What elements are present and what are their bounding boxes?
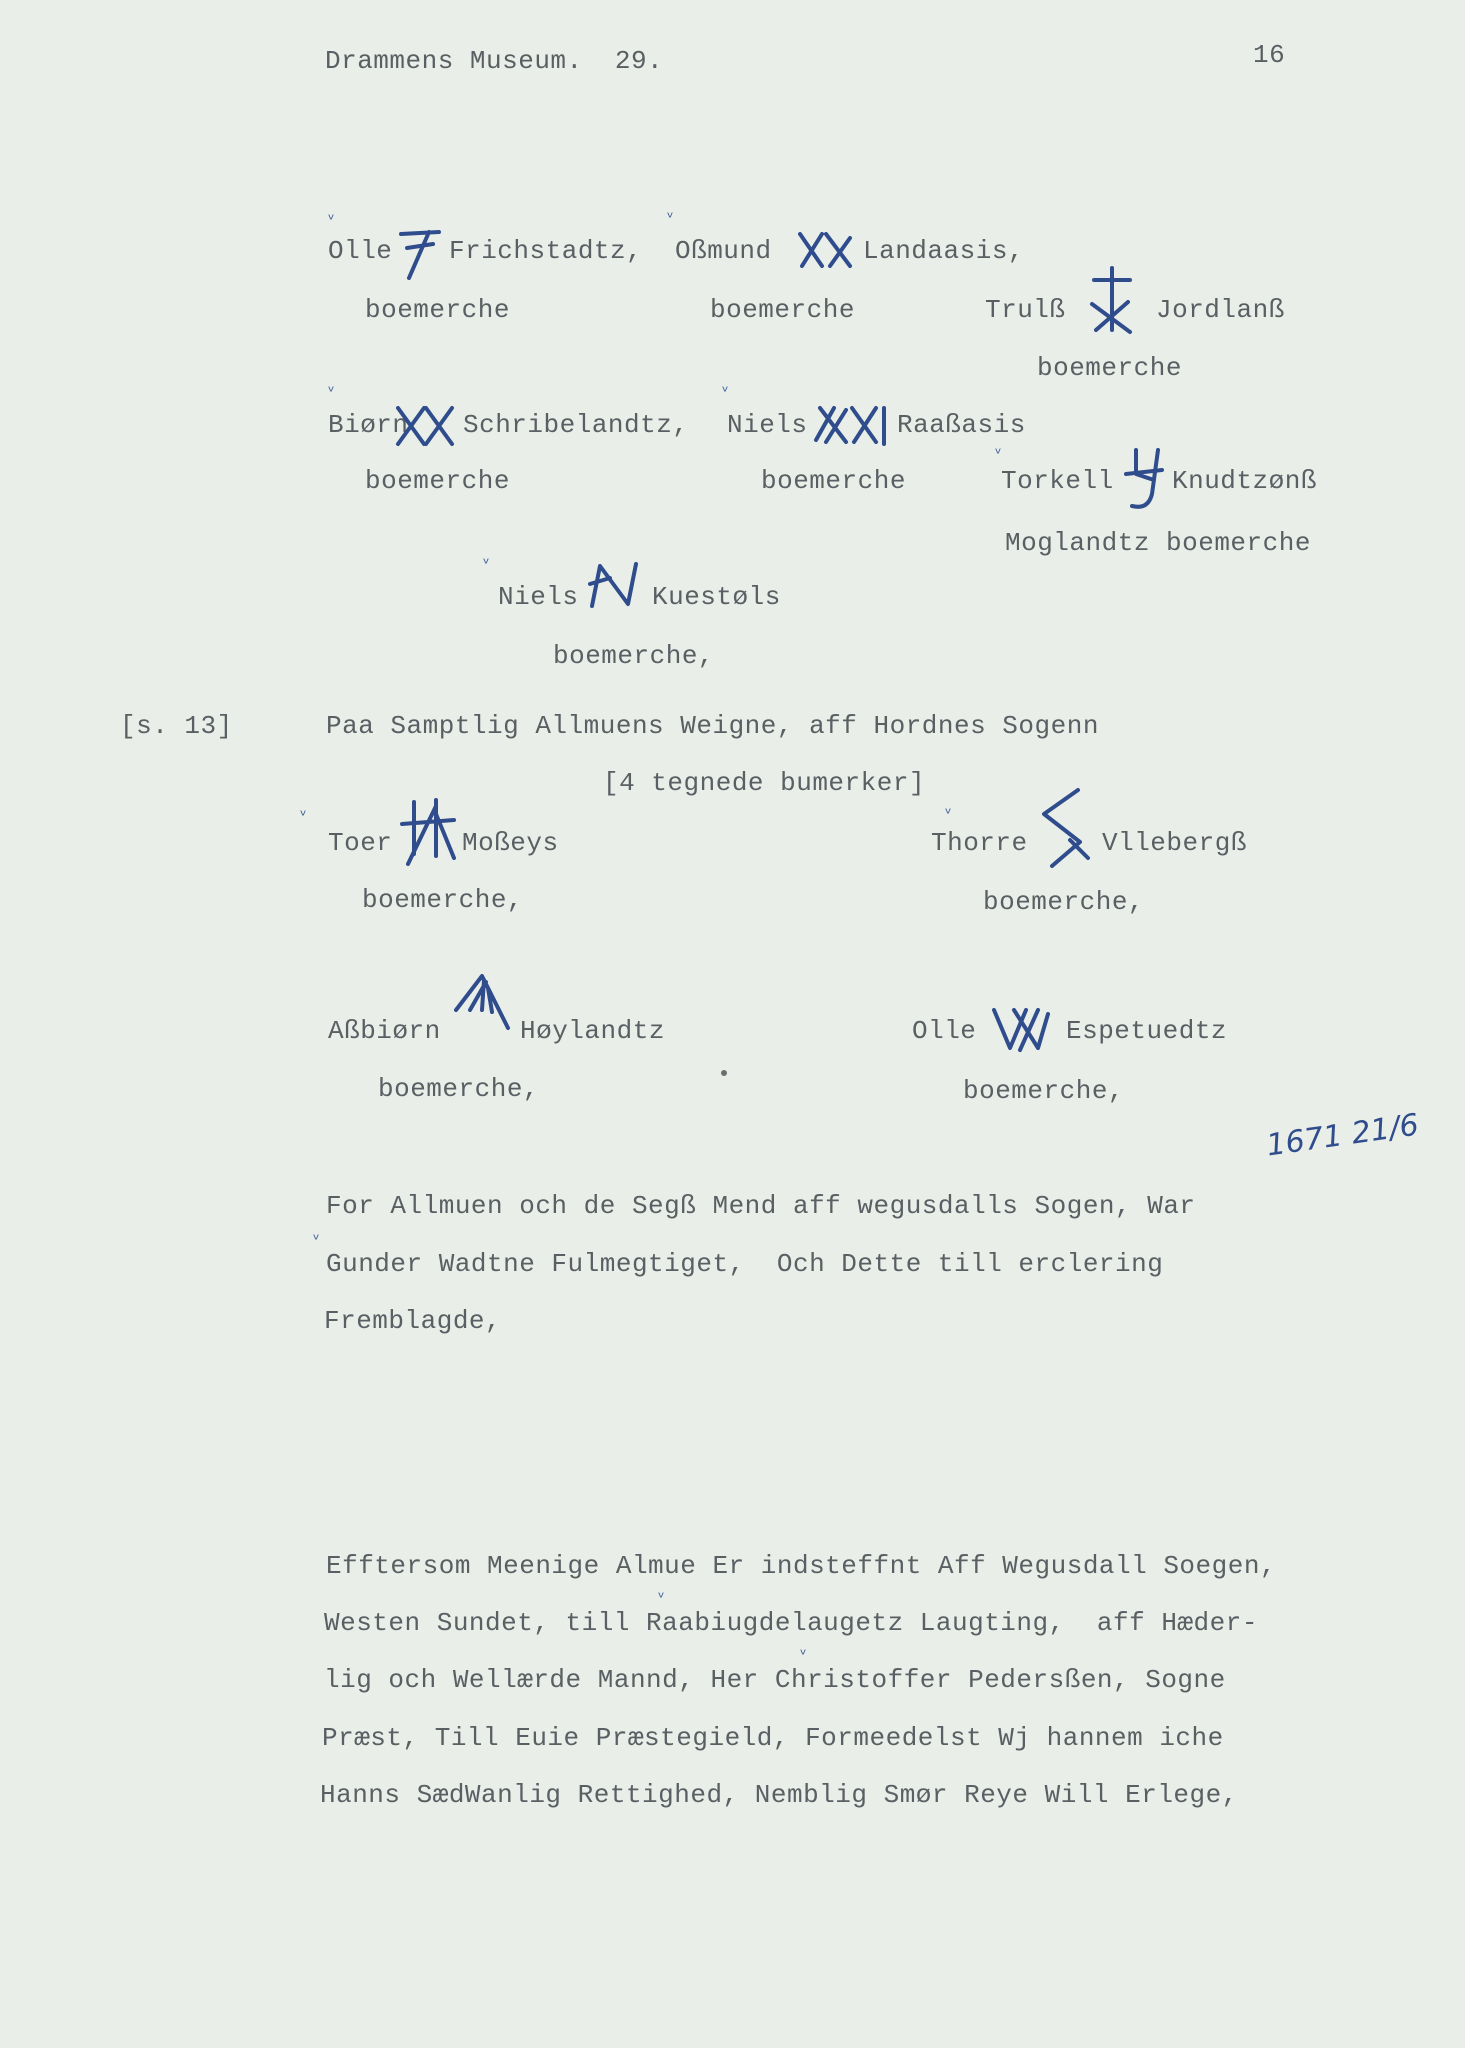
tick-mark: ᵛ: [313, 1230, 320, 1249]
signer-name: Olle: [328, 236, 393, 266]
house-mark-icon: [586, 560, 652, 617]
marginal-page-reference: [s. 13]: [120, 711, 233, 741]
tick-mark: ᵛ: [945, 804, 952, 823]
signer-name: Thorre: [931, 828, 1028, 858]
house-mark-icon: [394, 404, 458, 453]
tick-mark: ᵛ: [328, 210, 335, 229]
signer-name: Biørn: [328, 410, 409, 440]
signer-place: Landaasis,: [863, 236, 1025, 266]
page-number: 16: [1253, 40, 1286, 70]
tick-mark: ᵛ: [328, 382, 335, 401]
signer-name: Toer: [328, 828, 393, 858]
text-line: Westen Sundet, till Raabiugdelaugetz Laugting, aff Hæder-: [324, 1608, 1258, 1638]
mark-caption: boemerche,: [983, 887, 1145, 917]
signer-place: Espetuedtz: [1066, 1016, 1228, 1046]
signer-name: Niels: [727, 410, 808, 440]
text-line: Hanns SædWanlig Rettighed, Nemblig Smør Reye Will Erlege,: [320, 1780, 1238, 1810]
signer-place: Jordlanß: [1156, 295, 1285, 325]
tick-mark: ᵛ: [483, 554, 490, 573]
mark-caption: boemerche: [710, 295, 855, 325]
signer-name: Aßbiørn: [328, 1016, 441, 1046]
tick-mark: ᵛ: [667, 208, 674, 227]
signer-place: Schribelandtz,: [463, 410, 689, 440]
signer-name: Niels: [498, 582, 579, 612]
editorial-note: [4 tegnede bumerker]: [603, 768, 926, 798]
mark-caption: boemerche: [761, 466, 906, 496]
mark-caption: boemerche: [365, 466, 510, 496]
tick-mark: ᵛ: [722, 382, 729, 401]
ink-dot: [721, 1070, 727, 1076]
text-line: Fremblagde,: [324, 1306, 502, 1336]
tick-mark: ᵛ: [995, 444, 1002, 463]
mark-caption: boemerche,: [378, 1074, 540, 1104]
mark-caption: boemerche,: [553, 641, 715, 671]
text-line: Efftersom Meenige Almue Er indsteffnt Aff Wegusdall Soegen,: [326, 1551, 1277, 1581]
signer-place: Kuestøls: [652, 582, 781, 612]
house-mark-icon: [1082, 264, 1142, 341]
tick-mark: ᵛ: [300, 806, 307, 825]
text-line: For Allmuen och de Segß Mend aff wegusdalls Sogen, War: [326, 1191, 1196, 1221]
mark-caption: boemerche: [365, 295, 510, 325]
text-line: Gunder Wadtne Fulmegtiget, Och Dette till erclering: [326, 1249, 1164, 1279]
mark-caption: Moglandtz boemerche: [1005, 528, 1311, 558]
house-mark-icon: [812, 402, 892, 453]
house-mark-icon: [396, 794, 460, 875]
running-title: Drammens Museum. 29.: [325, 46, 664, 76]
handwritten-date: 1671 21/6: [1264, 1107, 1421, 1164]
signer-place: Frichstadtz,: [449, 236, 643, 266]
house-mark-icon: [1036, 784, 1096, 873]
house-mark-icon: [395, 224, 445, 287]
mark-caption: boemerche,: [963, 1076, 1125, 1106]
signer-name: Olle: [912, 1016, 977, 1046]
tick-mark: ᵛ: [800, 1645, 807, 1664]
text-line: Paa Samptlig Allmuens Weigne, aff Hordnes Sogenn: [326, 711, 1099, 741]
text-line: lig och Wellærde Mannd, Her Christoffer Pedersßen, Sogne: [324, 1665, 1226, 1695]
house-mark-icon: [796, 228, 856, 277]
signer-name: Oßmund: [675, 236, 772, 266]
signer-place: Moßeys: [462, 828, 559, 858]
tick-mark: ᵛ: [658, 1588, 665, 1607]
signer-place: Knudtzønß: [1172, 466, 1317, 496]
mark-caption: boemerche,: [362, 885, 524, 915]
house-mark-icon: [990, 1004, 1054, 1059]
house-mark-icon: [1122, 444, 1172, 521]
text-line: Præst, Till Euie Præstegield, Formeedelst Wj hannem iche: [322, 1723, 1224, 1753]
signer-name: Torkell: [1001, 466, 1114, 496]
house-mark-icon: [452, 970, 518, 1037]
signer-name: Trulß: [985, 295, 1066, 325]
signer-place: Høylandtz: [520, 1016, 665, 1046]
mark-caption: boemerche: [1037, 353, 1182, 383]
signer-place: Raaßasis: [897, 410, 1026, 440]
signer-place: Vllebergß: [1102, 828, 1247, 858]
